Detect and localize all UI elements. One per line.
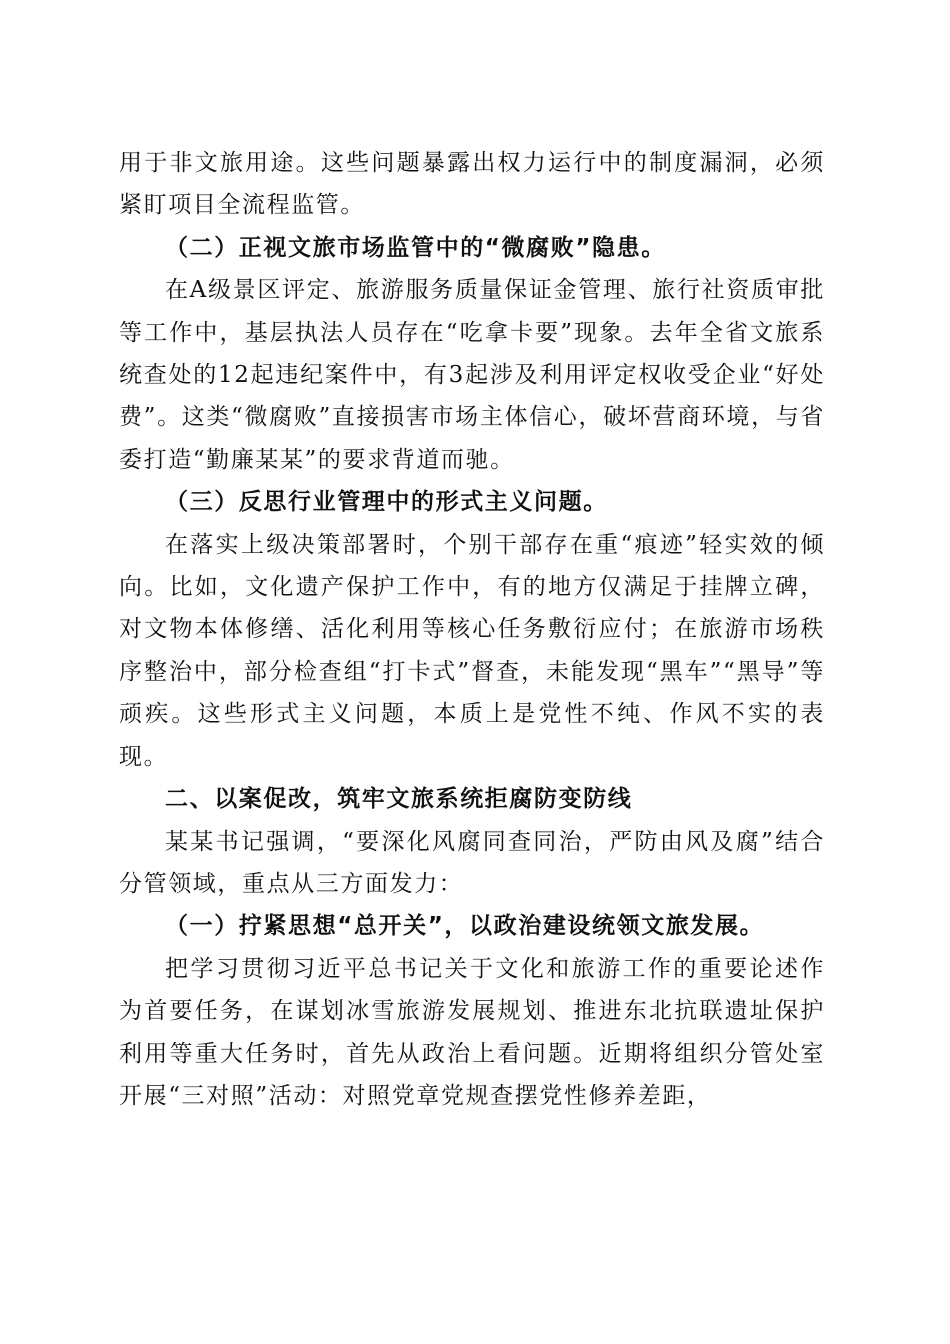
paragraph-secretary-emphasis: 某某书记强调，“要深化风腐同查同治，严防由风及腐”结合分管领域，重点从三方面发力：: [119, 828, 825, 897]
subheading-1: （一）拧紧思想“总开关”，以政治建设统领文旅发展。: [165, 913, 765, 940]
paragraph-micro-corruption: 在A级景区评定、旅游服务质量保证金管理、旅行社资质审批等工作中，基层执法人员存在“吃拿卡要”现象。去年全省文旅系统查处的12起违纪案件中，有3起涉及利用评定权收受企业“好处费”。这类“微腐败”直接损害市场主体信心，破坏营商环境，与省委打造“勤廉某某”的要求背道而驰。: [119, 277, 825, 473]
subheading-3: （三）反思行业管理中的形式主义问题。: [165, 489, 608, 516]
paragraph-formalism: 在落实上级决策部署时，个别干部存在重“痕迹”轻实效的倾向。比如，文化遗产保护工作中，有的地方仅满足于挂牌立碑，对文物本体修缮、活化利用等核心任务敷衍应付；在旅游市场秩序整治中，部分检查组“打卡式”督查，未能发现“黑车”“黑导”等顽疾。这些形式主义问题，本质上是党性不纯、作风不实的表现。: [119, 531, 825, 770]
document-body: [119, 142, 825, 1117]
section-heading-2: 二、以案促改，筑牢文旅系统拒腐防变防线: [165, 786, 633, 813]
paragraph-political-building: 把学习贯彻习近平总书记关于文化和旅游工作的重要论述作为首要任务，在谋划冰雪旅游发展规划、推进东北抗联遗址保护利用等重大任务时，首先从政治上看问题。近期将组织分管处室开展“三对照”活动：对照党章党规查摆党性修养差距，: [119, 955, 825, 1109]
subheading-2: （二）正视文旅市场监管中的“微腐败”隐患。: [165, 234, 666, 261]
paragraph-continued: 用于非文旅用途。这些问题暴露出权力运行中的制度漏洞，必须紧盯项目全流程监管。: [119, 150, 825, 219]
